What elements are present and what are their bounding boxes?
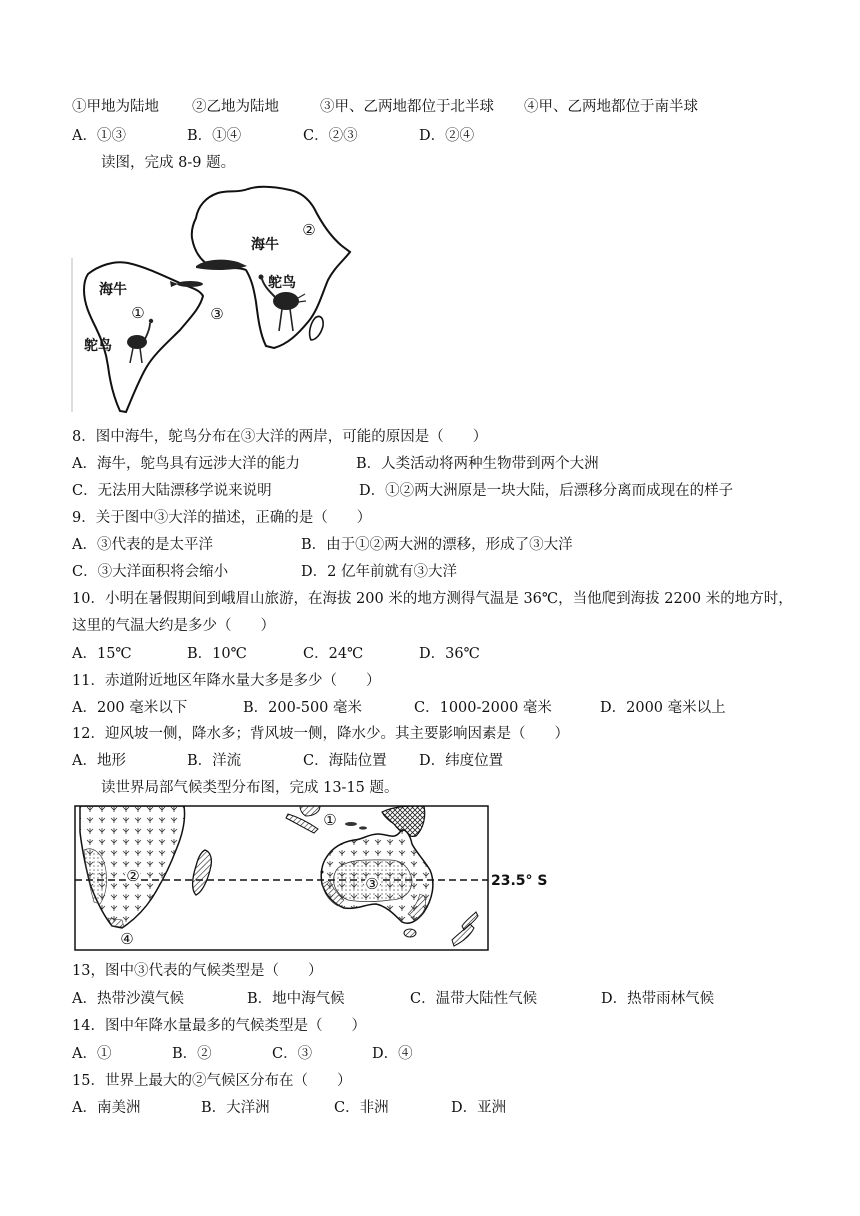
- q14-option-b: B．②: [172, 1046, 212, 1062]
- q13-stem: 13，图中③代表的气候类型是（ ）: [72, 963, 323, 979]
- intro-8-9-row: [0, 153, 860, 173]
- small-island: [345, 822, 357, 826]
- q13-stem-row: [0, 961, 860, 981]
- q10-stem-line-2: 这里的气温大约是多少（ ）: [72, 618, 275, 634]
- ostrich-head: [149, 319, 153, 323]
- figure-africa-south-america-map: [70, 183, 355, 418]
- q8-option-c: C．无法用大陆漂移学说来说明: [72, 483, 272, 499]
- q10-stem-line-1: 10．小明在暑假期间到峨眉山旅游，在海拔 200 米的地方测得气温是 36℃，当他爬到海拔 2200 米的地方时，: [72, 591, 793, 607]
- q10-stem-row-2: [0, 616, 860, 636]
- q10-options-row: [0, 644, 860, 664]
- q12-options-row: [0, 751, 860, 771]
- q9-option-a: A．③代表的是太平洋: [72, 537, 213, 553]
- q11-option-a: A．200 毫米以下: [72, 700, 188, 716]
- q10-option-b: B．10℃: [187, 646, 247, 662]
- q7-statement-1: ①甲地为陆地: [72, 99, 159, 115]
- q11-option-c: C．1000-2000 毫米: [414, 700, 552, 716]
- q12-option-a: A．地形: [72, 753, 126, 769]
- q15-option-d: D．亚洲: [451, 1100, 507, 1116]
- q15-options-row: [0, 1098, 860, 1118]
- q14-stem-row: [0, 1016, 860, 1036]
- q15-option-c: C．非洲: [334, 1100, 389, 1116]
- q13-option-b: B．地中海气候: [247, 991, 345, 1007]
- ostrich-body: [273, 292, 299, 310]
- q8-options-row-2: [0, 481, 860, 501]
- q15-option-b: B．大洋洲: [201, 1100, 270, 1116]
- q7-statement-4: ④甲、乙两地都位于南半球: [524, 99, 698, 115]
- q8-option-b: B．人类活动将两种生物带到两个大洲: [356, 456, 599, 472]
- q11-option-b: B．200-500 毫米: [243, 700, 363, 716]
- q9-stem: 9．关于图中③大洋的描述，正确的是（ ）: [72, 510, 372, 526]
- q14-stem: 14．图中年降水量最多的气候类型是（ ）: [72, 1018, 366, 1034]
- q10-stem-row-1: [0, 589, 860, 609]
- q8-option-a: A．海牛，鸵鸟具有远涉大洋的能力: [72, 456, 300, 472]
- south-america-manatee-label: 海牛: [99, 282, 127, 298]
- q14-options-row: [0, 1044, 860, 1064]
- q14-option-a: A．①: [72, 1046, 112, 1062]
- q7-option-b: B．①④: [187, 128, 242, 144]
- q11-options-row: [0, 698, 860, 718]
- q8-option-d: D．①②两大洲原是一块大陆，后漂移分离而成现在的样子: [359, 483, 734, 499]
- q12-stem: 12．迎风坡一侧，降水多；背风坡一侧，降水少。其主要影响因素是（ ）: [72, 726, 569, 742]
- africa-ostrich-label: 鸵鸟: [268, 275, 296, 291]
- q10-option-a: A．15℃: [72, 646, 132, 662]
- climate-label-4: ④: [120, 930, 134, 948]
- q15-stem: 15．世界上最大的②气候区分布在（ ）: [72, 1073, 352, 1089]
- q10-option-c: C．24℃: [303, 646, 364, 662]
- q15-option-a: A．南美洲: [72, 1100, 141, 1116]
- q7-statement-3: ③甲、乙两地都位于北半球: [320, 99, 494, 115]
- africa-number-label: ②: [302, 221, 316, 239]
- q8-options-row-1: [0, 454, 860, 474]
- q12-option-d: D．纬度位置: [419, 753, 504, 769]
- latitude-label: 23.5° S: [491, 873, 548, 889]
- q9-option-d: D．2 亿年前就有③大洋: [301, 564, 457, 580]
- climate-label-2: ②: [126, 867, 140, 885]
- q12-stem-row: [0, 724, 860, 744]
- q14-option-d: D．④: [372, 1046, 413, 1062]
- small-island: [359, 826, 367, 829]
- intro-13-15-row: [0, 778, 860, 798]
- q12-option-c: C．海陆位置: [303, 753, 387, 769]
- south-america-number-label: ①: [131, 304, 145, 322]
- intro-8-9: 读图，完成 8-9 题。: [101, 155, 236, 171]
- q13-option-c: C．温带大陆性气候: [410, 991, 538, 1007]
- q9-options-row-1: [0, 535, 860, 555]
- intro-13-15: 读世界局部气候类型分布图，完成 13-15 题。: [101, 780, 399, 796]
- q9-stem-row: [0, 508, 860, 528]
- q7-option-a: A．①③: [72, 128, 126, 144]
- q8-stem: 8．图中海牛，鸵鸟分布在③大洋的两岸，可能的原因是（ ）: [72, 429, 488, 445]
- africa-manatee-label: 海牛: [251, 237, 279, 253]
- q12-option-b: B．洋流: [187, 753, 242, 769]
- q9-options-row-2: [0, 562, 860, 582]
- south-america-ostrich-label: 鸵鸟: [84, 338, 112, 354]
- figure-climate-distribution-map: [72, 802, 550, 954]
- tasmania-outline: [404, 929, 416, 937]
- map-dot: [321, 871, 324, 874]
- q11-stem: 11．赤道附近地区年降水量大多是多少（ ）: [72, 673, 381, 689]
- ostrich-head: [259, 275, 264, 280]
- q13-option-a: A．热带沙漠气候: [72, 991, 184, 1007]
- q9-option-c: C．③大洋面积将会缩小: [72, 564, 229, 580]
- q11-option-d: D．2000 毫米以上: [600, 700, 726, 716]
- q7-option-c: C．②③: [303, 128, 358, 144]
- q9-option-b: B．由于①②两大洲的漂移，形成了③大洋: [301, 537, 573, 553]
- q11-stem-row: [0, 671, 860, 691]
- climate-label-1: ①: [323, 811, 337, 829]
- q7-option-d: D．②④: [419, 128, 475, 144]
- q13-options-row: [0, 989, 860, 1009]
- q7-options-row: [0, 126, 860, 146]
- q14-option-c: C．③: [272, 1046, 313, 1062]
- q7-statement-2: ②乙地为陆地: [192, 99, 279, 115]
- q15-stem-row: [0, 1071, 860, 1091]
- q8-stem-row: [0, 427, 860, 447]
- madagascar-outline: [310, 316, 324, 340]
- ostrich-body: [127, 335, 147, 349]
- q13-option-d: D．热带雨林气候: [601, 991, 715, 1007]
- climate-label-3: ③: [365, 875, 379, 893]
- q10-option-d: D．36℃: [419, 646, 480, 662]
- q7-statements-row: [0, 97, 860, 117]
- manatee-body: [177, 281, 203, 287]
- ocean-number-label: ③: [210, 305, 224, 323]
